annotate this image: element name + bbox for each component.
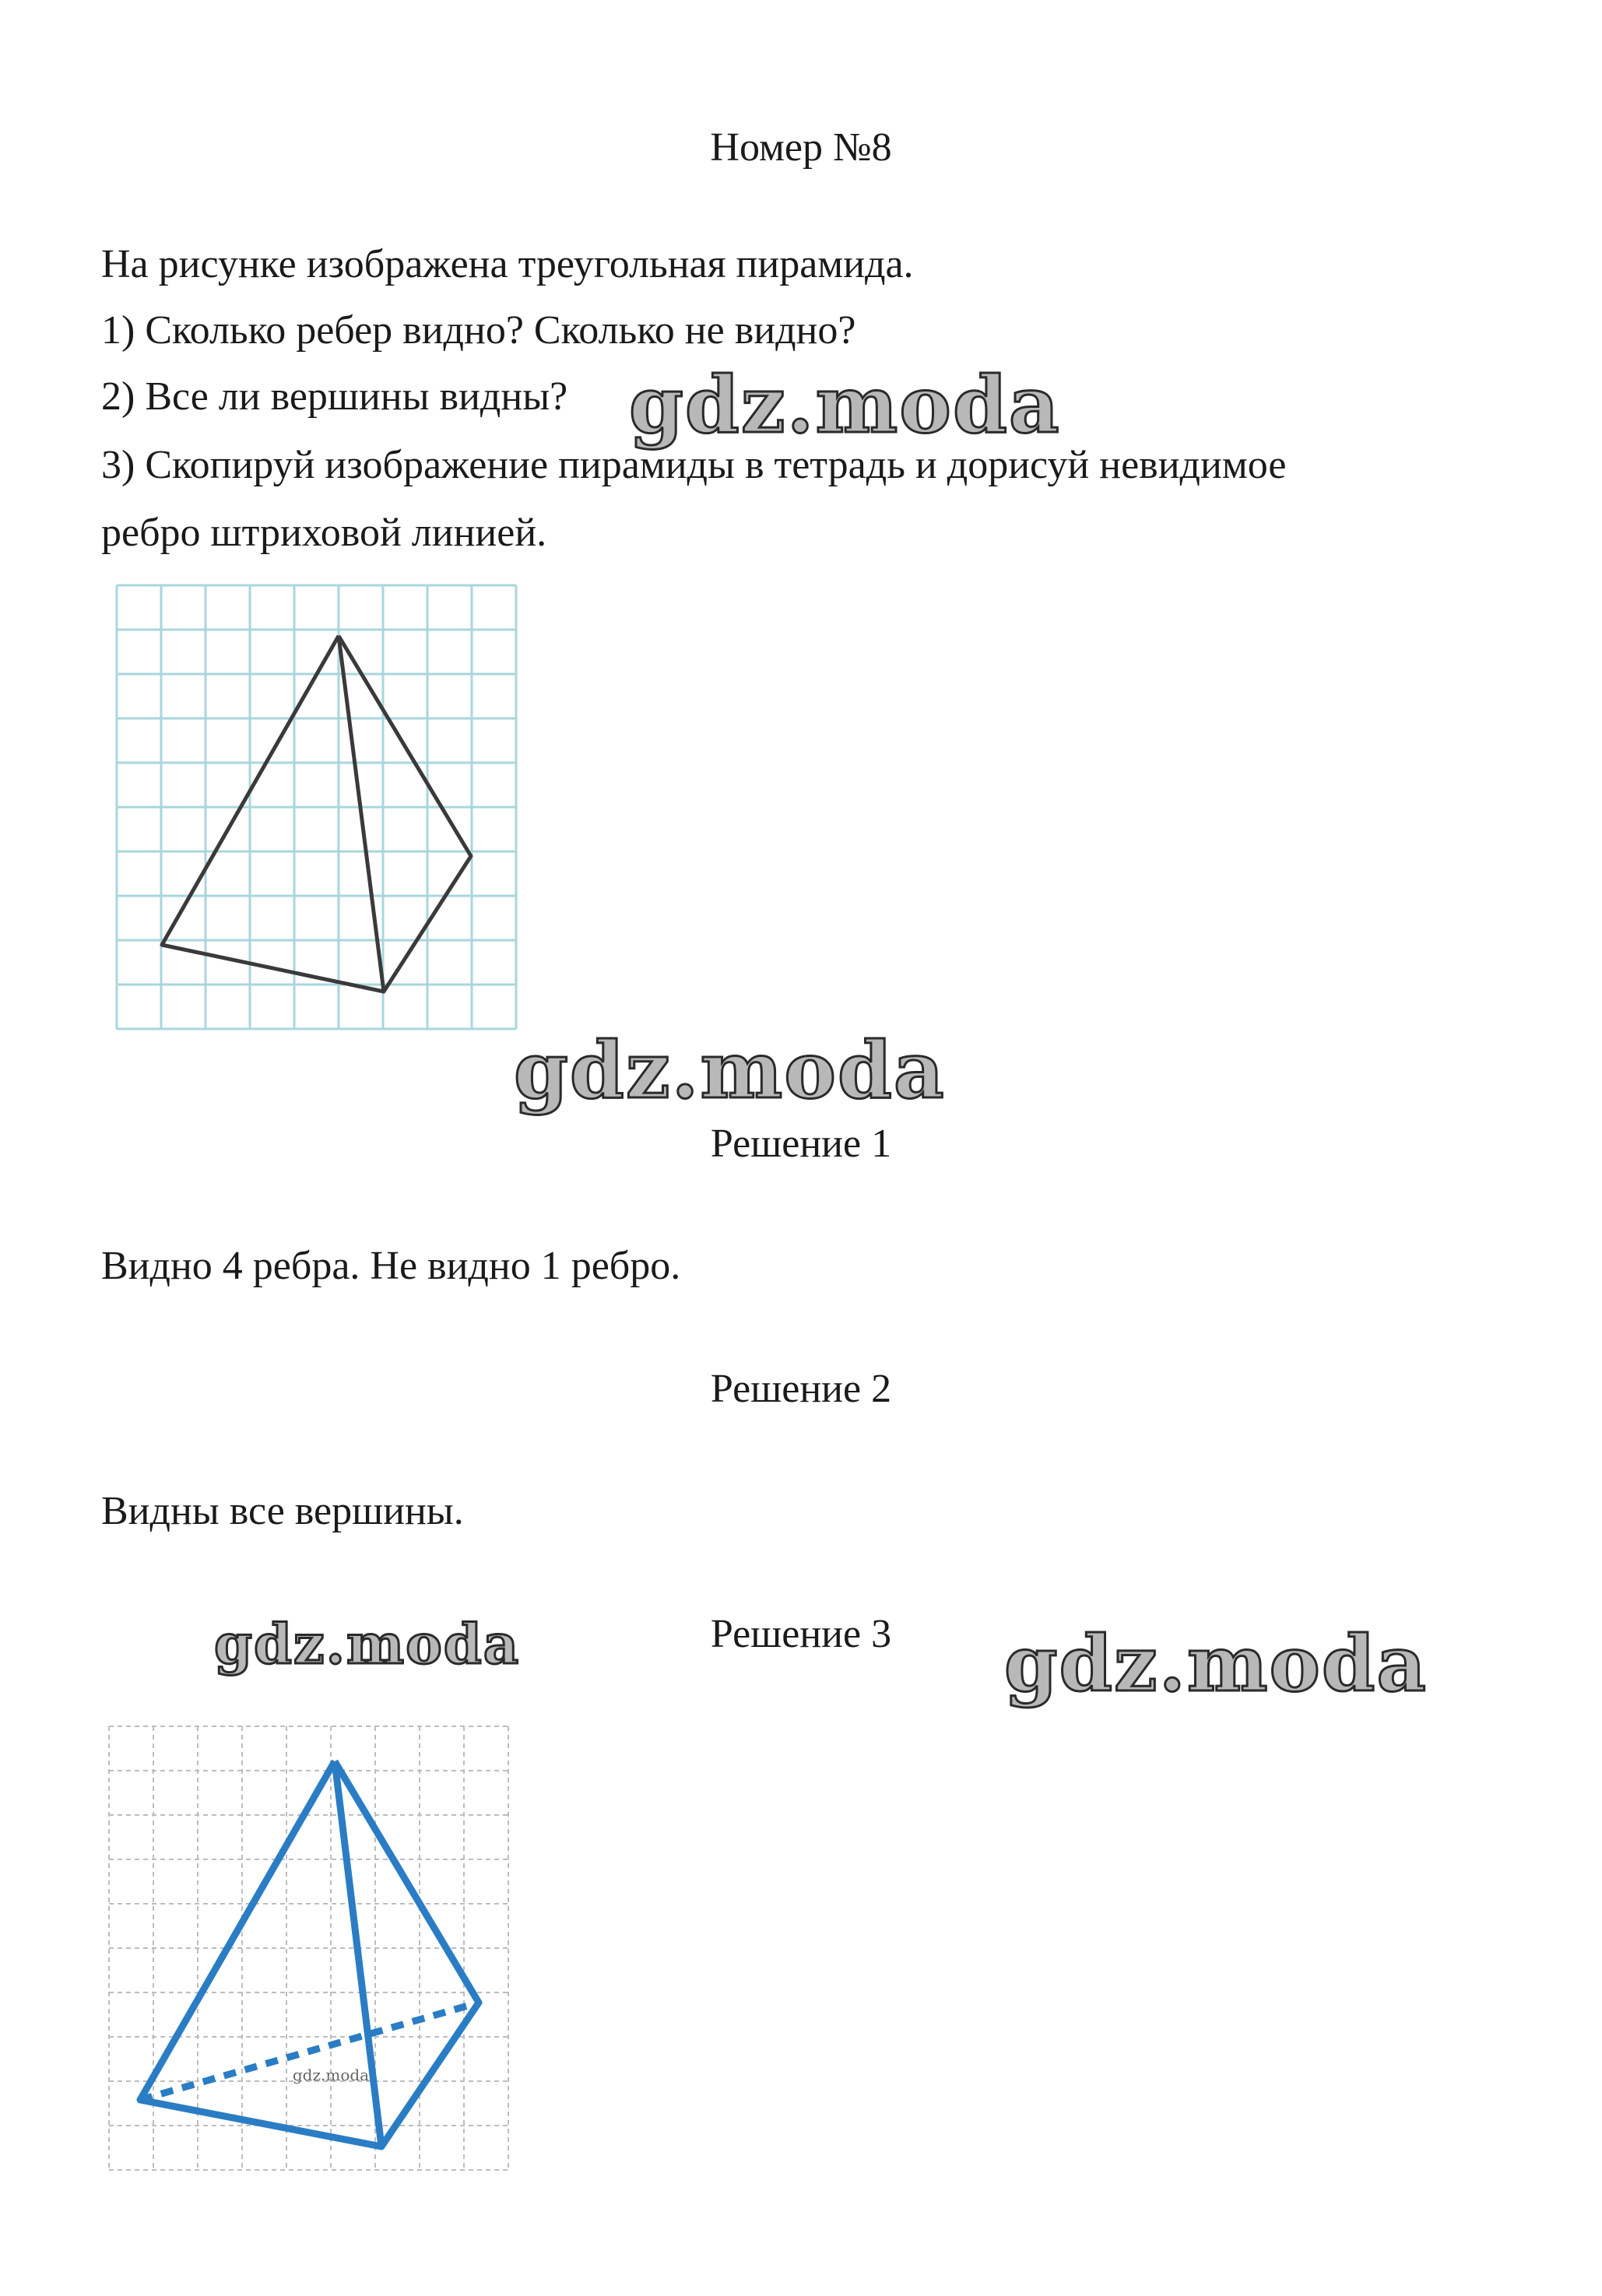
solution-3-heading: Решение 3 [710, 1612, 892, 1656]
task-pyramid-front-edge [339, 636, 384, 992]
task-line-4: 3) Скопируй изображение пирамиды в тетрадь и дорисуй невидимое [101, 443, 1287, 487]
task-pyramid-figure [117, 585, 522, 1030]
solution-2-heading: Решение 2 [710, 1367, 892, 1411]
task-line-5: ребро штриховой линией. [101, 511, 547, 555]
watermark-logo-small: gdz.moda [292, 2066, 370, 2084]
solution-1-heading: Решение 1 [710, 1122, 892, 1166]
solution-1-text: Видно 4 ребра. Не видно 1 ребро. [101, 1244, 681, 1288]
task-line-2: 1) Сколько ребер видно? Сколько не видно? [101, 308, 856, 353]
task-pyramid-outline [162, 636, 471, 992]
watermark-logo: gdz.moda [629, 359, 1061, 451]
task-grid [117, 585, 516, 1029]
task-line-3: 2) Все ли вершины видны? [101, 374, 568, 419]
watermark-logo: gdz.moda [514, 1024, 946, 1116]
watermark-logo: gdz.moda [214, 1612, 521, 1676]
solution-2-text: Видны все вершины. [101, 1489, 464, 1533]
watermark-logo: gdz.moda [1004, 1620, 1428, 1709]
task-line-1: На рисунке изображена треугольная пирамида. [101, 242, 914, 286]
page-title: Номер №8 [710, 125, 892, 170]
solution-pyramid-front-edge [335, 1761, 381, 2147]
solution-pyramid-figure [109, 1726, 529, 2178]
